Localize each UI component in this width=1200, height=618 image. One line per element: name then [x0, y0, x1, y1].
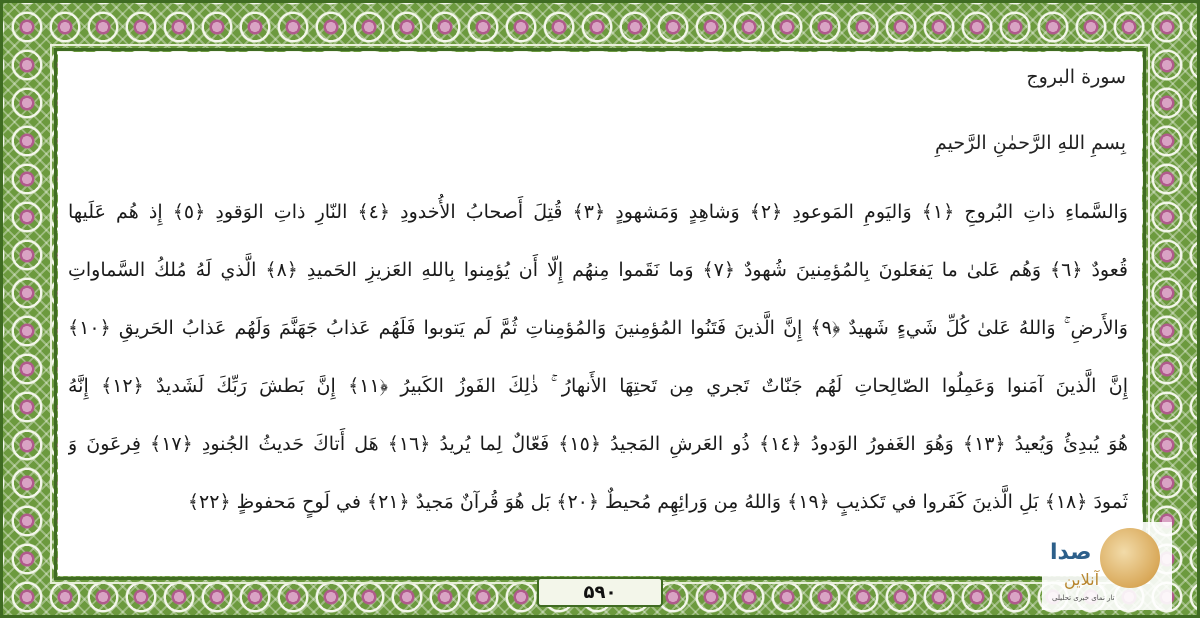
verse-line: هُوَ يُبدِئُ وَيُعيدُ ﴿١٣﴾ وَهُوَ الغَفورُ الوَدودُ ﴿١٤﴾ ذُو العَرشِ المَجيدُ ﴿١٥﴾ فَعّالٌ لِما يُريدُ ﴿١٦﴾ هَل أَتاكَ حَديثُ الجُنودِ ﴿١٧﴾ فِرعَونَ وَ [68, 433, 1128, 455]
verses-block [68, 192, 1128, 540]
verse-line: قُعودٌ ﴿٦﴾ وَهُم عَلىٰ ما يَفعَلونَ بِالمُؤمِنينَ شُهودٌ ﴿٧﴾ وَما نَقَموا مِنهُم إِلّا أَن يُؤمِنوا بِاللهِ العَزيزِ الحَميدِ ﴿٨﴾ الَّذي لَهُ مُلكُ السَّماواتِ [68, 259, 1128, 281]
logo-caption: تار نمای خبری تحلیلی [1052, 594, 1115, 602]
surah-title: سورة البروج [1026, 66, 1126, 88]
verse-line: وَالأَرضِ ۚ وَاللهُ عَلىٰ كُلِّ شَيءٍ شَهيدٌ ﴿٩﴾ إِنَّ الَّذينَ فَتَنُوا المُؤمِنينَ وَالمُؤمِناتِ ثُمَّ لَم يَتوبوا فَلَهُم عَذابُ جَهَنَّمَ وَلَهُم عَذابُ الحَريقِ ﴿١٠﴾ [68, 317, 1128, 339]
logo-name: صدا [1050, 540, 1092, 565]
page-number-badge [537, 577, 663, 607]
page-number: ۵۹۰ [583, 581, 617, 603]
verse-line: ثَمودَ ﴿١٨﴾ بَلِ الَّذينَ كَفَروا في تَكذيبٍ ﴿١٩﴾ وَاللهُ مِن وَرائِهِم مُحيطٌ ﴿٢٠﴾ بَل هُوَ قُرآنٌ مَجيدٌ ﴿٢١﴾ في لَوحٍ مَحفوظٍ ﴿٢٢﴾ [187, 491, 1128, 513]
verse-line: إِنَّ الَّذينَ آمَنوا وَعَمِلُوا الصّالِحاتِ لَهُم جَنّاتٌ تَجري مِن تَحتِهَا الأَنهارُ ۚ ذٰلِكَ الفَوزُ الكَبيرُ ﴿١١﴾ إِنَّ بَطشَ رَبِّكَ لَشَديدٌ ﴿١٢﴾ إِنَّهُ [68, 375, 1128, 397]
watermark-logo [1042, 522, 1172, 610]
logo-subtitle: آنلاین [1064, 570, 1100, 589]
basmala: بِسمِ اللهِ الرَّحمٰنِ الرَّحيمِ [935, 132, 1126, 154]
verse-line: وَالسَّماءِ ذاتِ البُروجِ ﴿١﴾ وَاليَومِ المَوعودِ ﴿٢﴾ وَشاهِدٍ وَمَشهودٍ ﴿٣﴾ قُتِلَ أَصحابُ الأُخدودِ ﴿٤﴾ النّارِ ذاتِ الوَقودِ ﴿٥﴾ إِذ هُم عَلَيها [68, 201, 1128, 223]
quran-page [58, 52, 1142, 576]
logo-emblem-icon [1100, 528, 1160, 588]
